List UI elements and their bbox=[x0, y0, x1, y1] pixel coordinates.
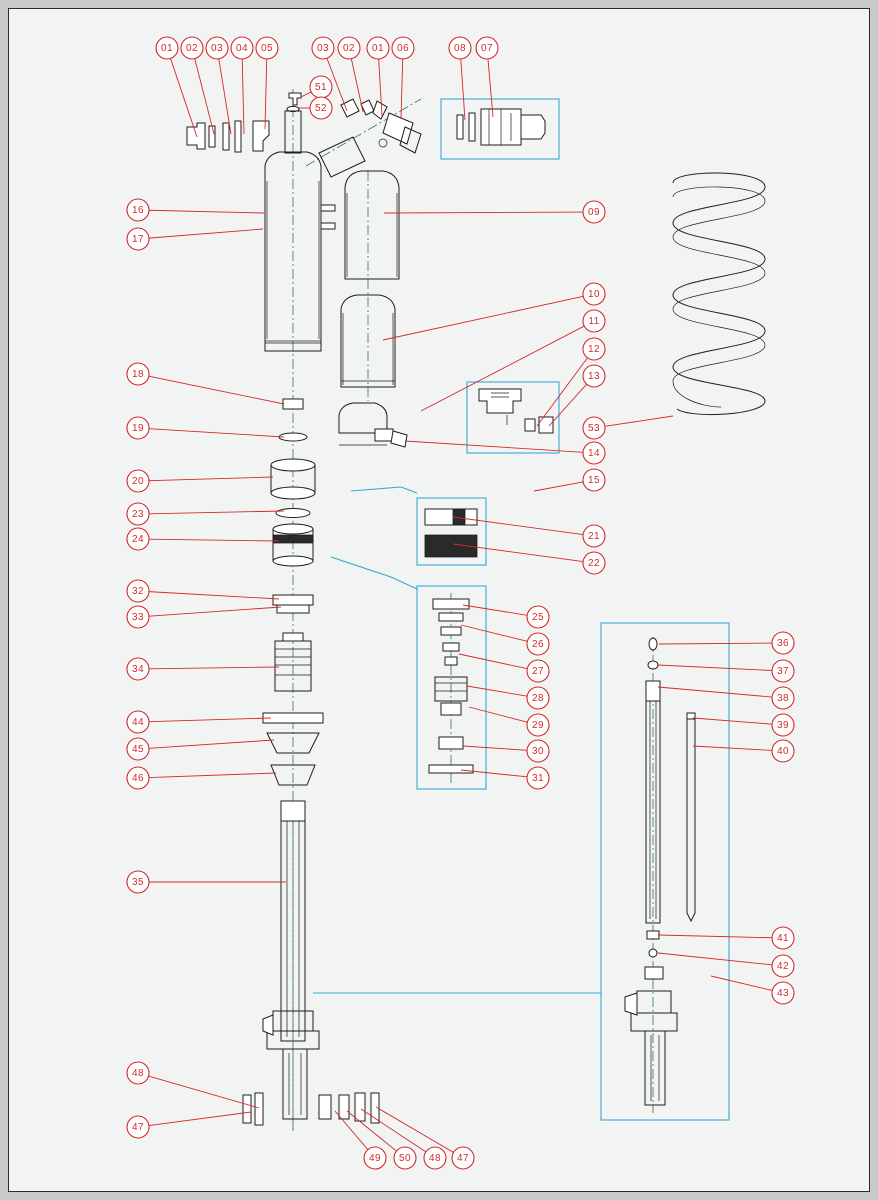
callout-bubble-c37[interactable] bbox=[772, 660, 794, 682]
detail-26-washer bbox=[439, 613, 463, 621]
detail-27b-washer bbox=[443, 643, 459, 651]
part-09-lines bbox=[347, 193, 397, 277]
callout-leader-14 bbox=[405, 441, 583, 452]
callout-label: 06 bbox=[397, 43, 409, 54]
detail-42-ball bbox=[649, 949, 657, 957]
callout-bubble-c01a[interactable] bbox=[156, 37, 178, 59]
part-17-lug1 bbox=[321, 205, 335, 211]
callout-leader-28 bbox=[467, 686, 527, 696]
callout-label: 19 bbox=[132, 423, 144, 434]
detail-clevis-ear bbox=[625, 993, 637, 1015]
callout-label: 12 bbox=[588, 344, 600, 355]
callout-label: 47 bbox=[457, 1153, 469, 1164]
angled-fitting-group bbox=[319, 99, 421, 177]
callout-label: 23 bbox=[132, 509, 144, 520]
part-35-top bbox=[281, 801, 305, 821]
callout-leader-13 bbox=[549, 384, 587, 426]
assembly-linework bbox=[187, 89, 765, 1131]
diagram-sheet bbox=[8, 8, 870, 1192]
callout-bubble-c23[interactable] bbox=[127, 503, 149, 525]
detail-boxes bbox=[313, 99, 729, 1120]
part-51-screw bbox=[289, 93, 301, 105]
callout-bubble-c06[interactable] bbox=[392, 37, 414, 59]
callout-leader-27 bbox=[459, 654, 527, 669]
detail-43-nut bbox=[645, 967, 663, 979]
callout-bubble-c01b[interactable] bbox=[367, 37, 389, 59]
callout-bubble-c13[interactable] bbox=[583, 365, 605, 387]
callout-leader-51 bbox=[301, 92, 311, 97]
detail-29-base bbox=[441, 703, 461, 715]
callout-label: 45 bbox=[132, 744, 144, 755]
callout-bubble-c03a[interactable] bbox=[206, 37, 228, 59]
part-02-washer bbox=[209, 126, 215, 147]
callout-bubble-c03b[interactable] bbox=[312, 37, 334, 59]
callout-bubble-c41[interactable] bbox=[772, 927, 794, 949]
part-47a-washer bbox=[243, 1095, 251, 1123]
part-03-washer bbox=[223, 123, 229, 150]
callout-bubble-c45[interactable] bbox=[127, 738, 149, 760]
callout-bubble-c28[interactable] bbox=[527, 687, 549, 709]
callout-label: 07 bbox=[481, 43, 493, 54]
callout-label: 52 bbox=[315, 103, 327, 114]
detail-38-top bbox=[646, 681, 660, 701]
callout-label: 09 bbox=[588, 207, 600, 218]
detail-27-washer bbox=[441, 627, 461, 635]
callout-bubble-c39[interactable] bbox=[772, 714, 794, 736]
callout-leader-47 bbox=[376, 1107, 454, 1152]
callout-leader-07 bbox=[488, 59, 493, 117]
callout-bubble-c02b[interactable] bbox=[338, 37, 360, 59]
callout-leader-40 bbox=[693, 746, 772, 750]
callout-leader-10 bbox=[383, 296, 583, 340]
callout-leader-37 bbox=[658, 665, 772, 670]
callout-bubble-c38[interactable] bbox=[772, 687, 794, 709]
callout-leader-36 bbox=[659, 643, 772, 644]
callout-label: 15 bbox=[588, 475, 600, 486]
callout-leader-16 bbox=[149, 210, 264, 213]
callout-bubble-c27[interactable] bbox=[527, 660, 549, 682]
callout-leader-45 bbox=[149, 740, 274, 748]
callout-bubble-c04[interactable] bbox=[231, 37, 253, 59]
part-50-washer bbox=[339, 1095, 349, 1119]
callout-bubble-c21[interactable] bbox=[583, 525, 605, 547]
callout-label: 32 bbox=[132, 586, 144, 597]
callout-label: 42 bbox=[777, 961, 789, 972]
callout-leader-21 bbox=[453, 517, 583, 535]
callout-bubble-c51[interactable] bbox=[310, 76, 332, 98]
detail-28-shim bbox=[445, 657, 457, 665]
detail-clevis-mid bbox=[631, 1013, 677, 1031]
callout-bubble-c15[interactable] bbox=[583, 469, 605, 491]
part-18-spacer bbox=[283, 399, 303, 409]
callout-label: 43 bbox=[777, 988, 789, 999]
callout-label: 01 bbox=[161, 43, 173, 54]
part-49-spacer bbox=[319, 1095, 331, 1119]
callout-label: 03 bbox=[317, 43, 329, 54]
detail-40-needle bbox=[687, 717, 695, 921]
detail-30-nut bbox=[439, 737, 463, 749]
callout-leader-39 bbox=[693, 718, 772, 724]
part-20-top bbox=[271, 459, 315, 471]
callout-label: 28 bbox=[532, 693, 544, 704]
callout-leader-53 bbox=[605, 416, 673, 426]
part-24-bottom bbox=[273, 556, 313, 566]
detail-rod-assembly-content bbox=[625, 637, 695, 1113]
callout-label: 38 bbox=[777, 693, 789, 704]
callout-label: 48 bbox=[429, 1153, 441, 1164]
part-09-cylinder bbox=[345, 171, 399, 279]
detail-13-part bbox=[525, 419, 535, 431]
callout-label: 14 bbox=[588, 448, 600, 459]
part-01-cap bbox=[187, 123, 205, 149]
callout-leader-05 bbox=[265, 59, 267, 129]
callout-leader-33 bbox=[149, 607, 281, 616]
callout-leader-30 bbox=[463, 746, 527, 750]
callout-label: 50 bbox=[399, 1153, 411, 1164]
callout-bubble-c49[interactable] bbox=[364, 1147, 386, 1169]
callout-leader-47 bbox=[149, 1112, 251, 1126]
part-elbow bbox=[319, 137, 365, 177]
callout-label: 01 bbox=[372, 43, 384, 54]
detail-top-right-content bbox=[457, 109, 545, 145]
callout-label: 29 bbox=[532, 720, 544, 731]
callout-label: 04 bbox=[236, 43, 248, 54]
callout-bubble-c20[interactable] bbox=[127, 470, 149, 492]
callout-bubble-c48b[interactable] bbox=[424, 1147, 446, 1169]
callout-bubble-c31[interactable] bbox=[527, 767, 549, 789]
callout-bubble-c19[interactable] bbox=[127, 417, 149, 439]
detail-08-washer2 bbox=[469, 113, 475, 141]
callout-bubble-c53[interactable] bbox=[583, 417, 605, 439]
callout-leader-23 bbox=[149, 511, 284, 514]
callout-bubble-c47a[interactable] bbox=[127, 1116, 149, 1138]
callout-label: 17 bbox=[132, 234, 144, 245]
callout-bubble-c43[interactable] bbox=[772, 982, 794, 1004]
callout-bubble-c48a[interactable] bbox=[127, 1062, 149, 1084]
part-clevis-lines bbox=[289, 1053, 301, 1115]
coil-spring bbox=[673, 173, 765, 415]
callout-bubble-c07[interactable] bbox=[476, 37, 498, 59]
detail-08-washer bbox=[457, 115, 463, 139]
detail-clevis-shaft bbox=[645, 1031, 665, 1105]
callout-label: 10 bbox=[588, 289, 600, 300]
callout-label: 40 bbox=[777, 746, 789, 757]
callout-leader-46 bbox=[149, 773, 276, 778]
callout-leader-01 bbox=[171, 58, 197, 137]
callout-label: 53 bbox=[588, 423, 600, 434]
callout-bubble-c26[interactable] bbox=[527, 633, 549, 655]
callout-leader-43 bbox=[711, 976, 772, 990]
callout-leader-20 bbox=[149, 477, 273, 481]
part-14-fitting bbox=[375, 429, 393, 441]
part-32-seal bbox=[273, 595, 313, 605]
callout-bubble-c32[interactable] bbox=[127, 580, 149, 602]
callout-leader-25 bbox=[463, 605, 527, 615]
callout-leader-04 bbox=[242, 59, 244, 134]
callout-leader-17 bbox=[149, 229, 263, 238]
callout-bubble-c42[interactable] bbox=[772, 955, 794, 977]
detail-piston-stack-content bbox=[429, 593, 473, 783]
callout-label: 25 bbox=[532, 612, 544, 623]
callout-bubble-c10[interactable] bbox=[583, 283, 605, 305]
detail-valve-content bbox=[479, 389, 553, 433]
callout-label: 35 bbox=[132, 877, 144, 888]
callout-label: 36 bbox=[777, 638, 789, 649]
callout-bubble-c05[interactable] bbox=[256, 37, 278, 59]
callout-label: 27 bbox=[532, 666, 544, 677]
callout-label: 46 bbox=[132, 773, 144, 784]
callout-label: 18 bbox=[132, 369, 144, 380]
detail-12-body bbox=[479, 389, 521, 413]
callout-leader-24 bbox=[149, 539, 279, 541]
callout-label: 34 bbox=[132, 664, 144, 675]
callout-label: 22 bbox=[588, 558, 600, 569]
callout-leader-32 bbox=[149, 592, 279, 599]
callout-bubble-c25[interactable] bbox=[527, 606, 549, 628]
detail-link-bushings bbox=[351, 487, 417, 493]
callout-label: 02 bbox=[343, 43, 355, 54]
callout-label: 39 bbox=[777, 720, 789, 731]
callout-leader-18 bbox=[149, 376, 284, 404]
callout-leader-15 bbox=[534, 482, 583, 491]
callout-bubble-c17[interactable] bbox=[127, 228, 149, 250]
callout-label: 05 bbox=[261, 43, 273, 54]
callout-label: 33 bbox=[132, 612, 144, 623]
callout-bubble-c52[interactable] bbox=[310, 97, 332, 119]
part-20-bottom bbox=[271, 487, 315, 499]
callout-label: 26 bbox=[532, 639, 544, 650]
part-24-band bbox=[273, 535, 313, 543]
callout-label: 49 bbox=[369, 1153, 381, 1164]
diagram-svg-wrapper bbox=[9, 9, 869, 1191]
callout-bubble-c30[interactable] bbox=[527, 740, 549, 762]
callout-label: 03 bbox=[211, 43, 223, 54]
part-01b bbox=[373, 101, 387, 119]
part-44-washer bbox=[263, 713, 323, 723]
detail-bushings-content bbox=[425, 509, 477, 557]
callout-leader-19 bbox=[149, 429, 284, 437]
callout-leader-08 bbox=[461, 59, 465, 120]
part-33-ring bbox=[277, 605, 309, 613]
callout-leader-41 bbox=[658, 935, 772, 938]
callout-bubble-c11[interactable] bbox=[583, 310, 605, 332]
callout-bubble-c08[interactable] bbox=[449, 37, 471, 59]
part-17-lug2 bbox=[321, 223, 335, 229]
callout-label: 16 bbox=[132, 205, 144, 216]
detail-07-end bbox=[521, 115, 545, 139]
part-48b-washer bbox=[355, 1093, 365, 1121]
callout-bubble-c09[interactable] bbox=[583, 201, 605, 223]
callout-bubble-c44[interactable] bbox=[127, 711, 149, 733]
callout-bubble-c12[interactable] bbox=[583, 338, 605, 360]
callout-leader-42 bbox=[658, 953, 772, 965]
callout-label: 41 bbox=[777, 933, 789, 944]
callout-bubble-c02a[interactable] bbox=[181, 37, 203, 59]
detail-link-stack bbox=[331, 557, 417, 589]
callout-label: 47 bbox=[132, 1122, 144, 1133]
callout-bubble-c35[interactable] bbox=[127, 871, 149, 893]
part-34-top bbox=[283, 633, 303, 641]
callout-label: 11 bbox=[588, 316, 600, 327]
callout-label: 02 bbox=[186, 43, 198, 54]
callout-leader-09 bbox=[384, 212, 583, 213]
callout-leader-29 bbox=[469, 707, 527, 722]
callout-leader-48 bbox=[149, 1076, 259, 1108]
callout-bubble-c40[interactable] bbox=[772, 740, 794, 762]
callout-label: 51 bbox=[315, 82, 327, 93]
callout-label: 20 bbox=[132, 476, 144, 487]
callout-leader-44 bbox=[149, 718, 271, 722]
part-24-top bbox=[273, 524, 313, 534]
callout-bubble-c50[interactable] bbox=[394, 1147, 416, 1169]
part-05-seat bbox=[253, 121, 269, 151]
detail-15-part bbox=[539, 417, 553, 433]
callout-label: 08 bbox=[454, 43, 466, 54]
callout-bubble-c33[interactable] bbox=[127, 606, 149, 628]
detail-clevis-lines bbox=[651, 1035, 659, 1101]
callout-label: 31 bbox=[532, 773, 544, 784]
callout-bubble-c47b[interactable] bbox=[452, 1147, 474, 1169]
callout-bubble-c22[interactable] bbox=[583, 552, 605, 574]
callout-leader-26 bbox=[461, 625, 527, 641]
callout-leader-34 bbox=[149, 667, 279, 669]
callout-label: 13 bbox=[588, 371, 600, 382]
callout-label: 48 bbox=[132, 1068, 144, 1079]
part-48a-washer bbox=[255, 1093, 263, 1125]
part-04-washer bbox=[235, 121, 241, 152]
detail-37-washer bbox=[648, 661, 658, 669]
callout-bubble-c18[interactable] bbox=[127, 363, 149, 385]
callout-label: 44 bbox=[132, 717, 144, 728]
part-clevis-shaft bbox=[283, 1049, 307, 1119]
callout-bubble-c46[interactable] bbox=[127, 767, 149, 789]
callout-leader-38 bbox=[658, 687, 772, 697]
detail-21-bushing bbox=[425, 509, 477, 525]
part-clevis-ear bbox=[263, 1015, 273, 1035]
detail-31-clip bbox=[429, 765, 473, 773]
callout-label: 21 bbox=[588, 531, 600, 542]
callout-bubble-c16[interactable] bbox=[127, 199, 149, 221]
detail-41-washer bbox=[647, 931, 659, 939]
callout-label: 24 bbox=[132, 534, 144, 545]
detail-25-nut bbox=[433, 599, 469, 609]
callout-bubble-c29[interactable] bbox=[527, 714, 549, 736]
callout-bubble-c34[interactable] bbox=[127, 658, 149, 680]
part-14-nut bbox=[391, 431, 407, 447]
callout-bubble-c14[interactable] bbox=[583, 442, 605, 464]
part-02b bbox=[361, 100, 374, 115]
callout-bubble-c24[interactable] bbox=[127, 528, 149, 550]
part-23-washer bbox=[276, 509, 310, 518]
callout-label: 37 bbox=[777, 666, 789, 677]
detail-clevis-top bbox=[637, 991, 671, 1013]
callout-bubble-c36[interactable] bbox=[772, 632, 794, 654]
detail-36-nut bbox=[649, 638, 657, 650]
fitting-port bbox=[379, 139, 387, 147]
callout-label: 30 bbox=[532, 746, 544, 757]
